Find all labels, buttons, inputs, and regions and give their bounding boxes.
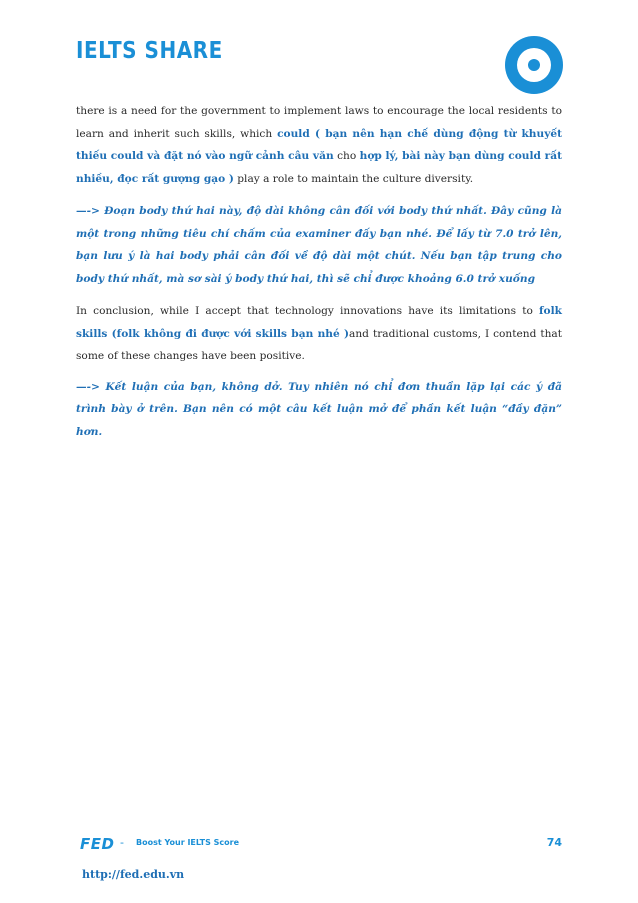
footer-tagline: Boost Your IELTS Score [136,838,240,847]
circle-logo-icon [505,36,563,94]
paragraph-conclusion: In conclusion, while I accept that technology innovations have its limitations to folk skills (folk không đi được với skills bạn nhé )and traditional customs, I contend that some of these changes have been positive. [76,305,562,362]
website-link[interactable]: http://fed.edu.vn [82,868,185,881]
feedback-inline: hợp lý, bài này bạn dùng could rất nhiều, đọc rất gượng gạo ) [76,150,563,185]
fed-logo: FED [80,835,115,853]
footer-separator: - [120,836,124,849]
feedback-inline: folk skills (folk không đi được với skills bạn nhé ) [76,305,562,340]
page-footer [80,835,562,855]
brand-title: IELTS SHARE [76,36,223,64]
paragraph-body-two-end: there is a need for the government to implement laws to encourage the local residents to learn and inherit such skills, which could ( bạn nên hạn chế dùng động từ khuyết thiếu could và đặt nó vào ngữ cảnh câu văn cho hợp lý, bài này bạn dùng could rất nhiều, đọc rất gượng gạo ) play a role to maintain the culture diversity. [76,105,563,185]
feedback-inline: could ( bạn nên hạn chế dùng động từ khuyết thiếu could và đặt nó vào ngữ cảnh câu văn [76,127,562,162]
document-body [76,100,562,451]
page-number: 74 [546,836,562,849]
feedback-conclusion: —-> Kết luận của bạn, không dở. Tuy nhiên nó chỉ đơn thuần lặp lại các ý đã trình bày ở trên. Bạn nên có một câu kết luận mở để phần kết luận “đầy đặn” hơn. [76,380,562,438]
feedback-body-two: —-> Đoạn body thứ hai này, độ dài không cân đối với body thứ nhất. Đây cũng là một trong những tiêu chí chấm của examiner đấy bạn nhé. Để lấy từ 7.0 trở lên, bạn lưu ý là hai body phải cân đối về độ dài một chút. Nếu bạn tập trung cho body thứ nhất, mà sơ sài ý body thứ hai, thì sẽ chỉ được khoảng 6.0 trở xuống [76,205,562,285]
